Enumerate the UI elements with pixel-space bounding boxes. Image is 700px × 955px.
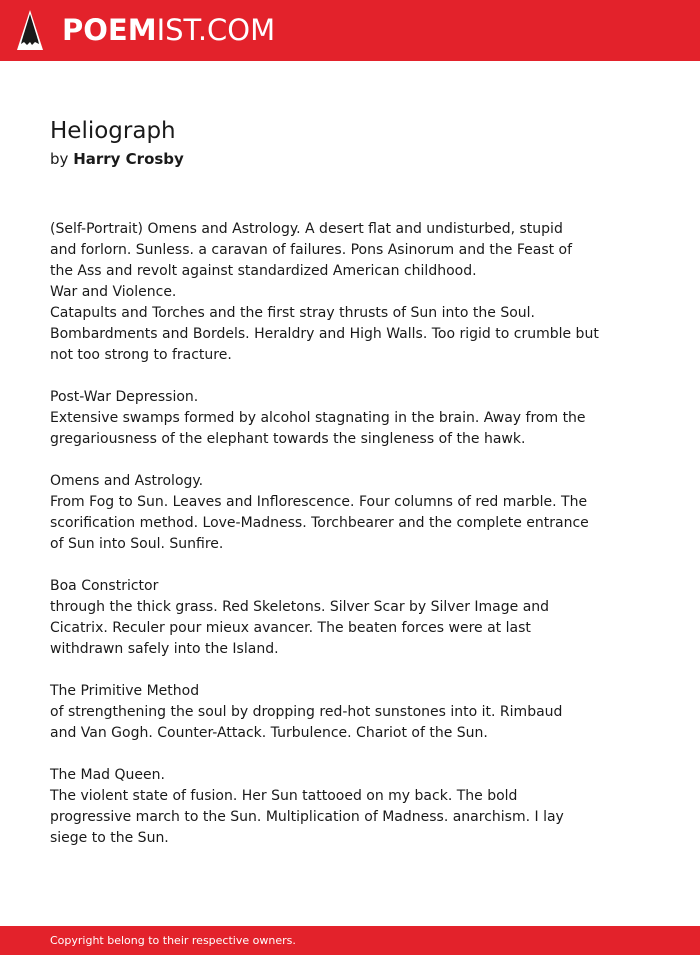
poem-stanza <box>50 387 610 450</box>
poem-stanza <box>50 471 610 555</box>
poem-line: gregariousness of the elephant towards the singleness of the hawk. <box>50 431 526 447</box>
poem-line: progressive march to the Sun. Multiplication of Madness. anarchism. I lay <box>50 809 564 825</box>
poem-line: the Ass and revolt against standardized American childhood. <box>50 263 477 279</box>
poem-line: and forlorn. Sunless. a caravan of failures. Pons Asinorum and the Feast of <box>50 242 573 258</box>
poem-line: siege to the Sun. <box>50 830 169 846</box>
site-logo[interactable] <box>62 13 275 47</box>
brand-name-bold: POEM <box>62 13 157 47</box>
poem-line: Cicatrix. Reculer pour mieux avancer. The beaten forces were at last <box>50 620 531 636</box>
poem-stanza <box>50 681 610 744</box>
poem-line: of strengthening the soul by dropping red-hot sunstones into it. Rimbaud <box>50 704 563 720</box>
poem-stanza <box>50 765 610 849</box>
poem-line: of Sun into Soul. Sunfire. <box>50 536 224 552</box>
byline-prefix: by <box>50 150 69 168</box>
poem-line: Post-War Depression. <box>50 389 199 405</box>
poem-line: The Mad Queen. <box>50 767 165 783</box>
poem-line: From Fog to Sun. Leaves and Inflorescence. Four columns of red marble. The <box>50 494 588 510</box>
poem-line: The violent state of fusion. Her Sun tattooed on my back. The bold <box>50 788 518 804</box>
author-name: Harry Crosby <box>73 150 184 168</box>
poem-line: The Primitive Method <box>50 683 200 699</box>
byline <box>50 149 184 169</box>
poem-line: Boa Constrictor <box>50 578 159 594</box>
pencil-tip-icon[interactable] <box>16 10 44 52</box>
poem-line: (Self-Portrait) Omens and Astrology. A desert flat and undisturbed, stupid <box>50 221 563 237</box>
poem-line: War and Violence. <box>50 284 177 300</box>
site-header <box>0 0 700 61</box>
poem-line: through the thick grass. Red Skeletons. Silver Scar by Silver Image and <box>50 599 550 615</box>
copyright-text: Copyright belong to their respective owners. <box>50 934 296 947</box>
poem-body <box>50 219 610 870</box>
poem-stanza <box>50 219 610 366</box>
poem-stanza <box>50 576 610 660</box>
poem-line: Bombardments and Bordels. Heraldry and High Walls. Too rigid to crumble but <box>50 326 599 342</box>
poem-line: Omens and Astrology. <box>50 473 204 489</box>
poem-line: and Van Gogh. Counter-Attack. Turbulence. Chariot of the Sun. <box>50 725 488 741</box>
poem-title: Heliograph <box>50 118 176 144</box>
poem-line: withdrawn safely into the Island. <box>50 641 279 657</box>
poem-line: Extensive swamps formed by alcohol stagnating in the brain. Away from the <box>50 410 586 426</box>
site-footer <box>0 926 700 955</box>
poem-line: not too strong to fracture. <box>50 347 232 363</box>
brand-name-light: IST.COM <box>156 13 276 47</box>
poem-line: scorification method. Love-Madness. Torchbearer and the complete entrance <box>50 515 589 531</box>
poem-line: Catapults and Torches and the first stray thrusts of Sun into the Soul. <box>50 305 535 321</box>
